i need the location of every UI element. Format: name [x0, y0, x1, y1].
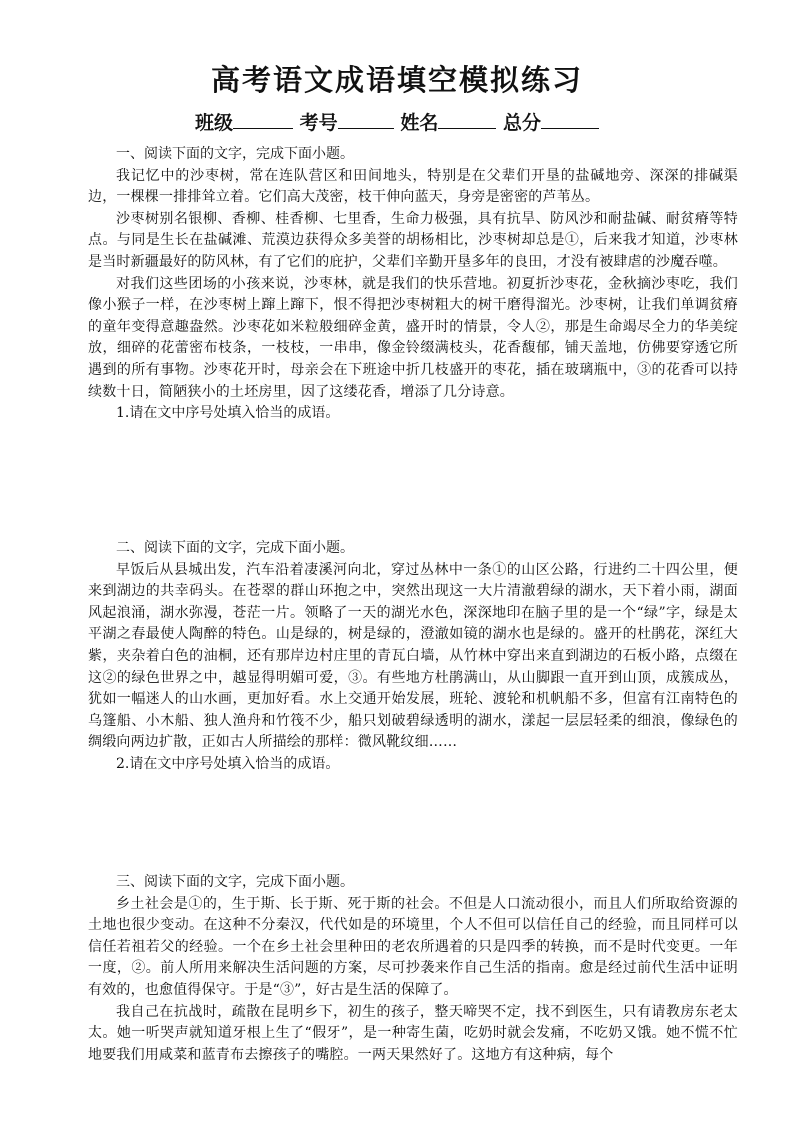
- score-blank: [541, 108, 599, 129]
- paragraph: 早饭后从县城出发，汽车沿着凄溪河向北，穿过丛林中一条①的山区公路，行进约二十四公里，便来到湖边的共幸码头。在苍翠的群山环抱之中，突然出现这一大片清澈碧绿的湖水，天下着小雨，湖面风起浪涌，湖水弥漫，苍茫一片。领略了一天的湖光水色，深深地印在脑子里的是一个“绿”字，绿是太平湖之春最使人陶醉的特色。山是绿的，树是绿的，澄澈如镜的湖水也是绿的。盛开的杜鹃花，深红大紫，夹杂着白色的油桐，还有那岸边村庄里的青瓦白墙，从竹林中穿出来直到湖边的石板小路，点缀在这②的绿色世界之中，越显得明媚可爱，③。有些地方杜鹃满山，从山脚跟一直开到山顶，成簇成丛，犹如一幅迷人的山水画，更加好看。水上交通开始发展，班轮、渡轮和机帆船不多，但富有江南特色的乌篷船、小木船、独人渔舟和竹筏不少，船只划破碧绿透明的湖水，漾起一层层轻柔的细浪，像绿色的绸缎向两边扩散，正如古人所描绘的那样：微风靴纹细……: [88, 561, 738, 751]
- question: 1.请在文中序号处填入恰当的成语。: [116, 405, 340, 422]
- score-label: 总分: [502, 112, 541, 134]
- section-2: [88, 538, 738, 776]
- paragraph: 我记忆中的沙枣树，常在连队营区和田间地头，特别是在父辈们开垦的盐碱地旁、深深的排碱渠边，一棵棵一排排耸立着。它们高大茂密，枝干伸向蓝天，身旁是密密的芦苇丛。: [88, 167, 738, 206]
- class-label: 班级: [195, 112, 234, 134]
- student-info-row: [0, 108, 794, 137]
- paragraph: 乡土社会是①的，生于斯、长于斯、死于斯的社会。不但是人口流动很小，而且人们所取给资源的土地也很少变动。在这种不分秦汉，代代如是的环境里，个人不但可以信任自己的经验，而且同样可以信任若祖若父的经验。一个在乡土社会里种田的老农所遇着的只是四季的转换，而不是时代变更。一年一度，②。前人所用来解决生活问题的方案，尽可抄袭来作自己生活的指南。愈是经过前代生活中证明有效的，也愈值得保守。于是“③”，好古是生活的保障了。: [88, 895, 738, 998]
- class-blank: [233, 108, 293, 129]
- page-title: 高考语文成语填空模拟练习: [210, 63, 583, 97]
- name-label: 姓名: [400, 112, 439, 134]
- question: 2.请在文中序号处填入恰当的成语。: [116, 755, 340, 772]
- section-3: [88, 872, 738, 1066]
- section-heading: 一、阅读下面的文字，完成下面小题。: [116, 146, 354, 162]
- number-label: 考号: [299, 112, 338, 134]
- section-1: [88, 144, 738, 425]
- name-blank: [438, 108, 496, 129]
- paragraph: 我自己在抗战时，疏散在昆明乡下，初生的孩子，整天啼哭不定，找不到医生，只有请教房东老太太。她一听哭声就知道牙根上生了“假牙”，是一种寄生菌，吃奶时就会发痛，不吃奶又饿。她不慌不忙地要我们用咸菜和蓝青布去擦孩子的嘴腔。一两天果然好了。这地方有这种病，每个: [88, 1003, 738, 1063]
- number-blank: [338, 108, 394, 129]
- section-heading: 二、阅读下面的文字，完成下面小题。: [116, 540, 354, 556]
- section-heading: 三、阅读下面的文字，完成下面小题。: [116, 874, 354, 890]
- paragraph: 对我们这些团场的小孩来说，沙枣林，就是我们的快乐营地。初夏折沙枣花，金秋摘沙枣吃，我们像小猴子一样，在沙枣树上蹿上蹿下，恨不得把沙枣树粗大的树干磨得溜光。沙枣树，让我们单调贫瘠的童年变得意趣盎然。沙枣花如米粒般细碎金黄，盛开时的情景，令人②，那是生命竭尽全力的华美绽放，细碎的花蕾密布枝条，一枝枝，一串串，像金铃缀满枝头，花香馥郁，铺天盖地，仿佛要穿透它所遇到的所有事物。沙枣花开时，母亲会在下班途中折几枝盛开的枣花，插在玻璃瓶中，③的花香可以持续数十日，简陋狭小的土坯房里，因了这缕花香，增添了几分诗意。: [88, 275, 738, 400]
- paragraph: 沙枣树别名银柳、香柳、桂香柳、七里香，生命力极强，具有抗旱、防风沙和耐盐碱、耐贫瘠等特点。与同是生长在盐碱滩、荒漠边获得众多美誉的胡杨相比，沙枣树却总是①，后来我才知道，沙枣林是当时新疆最好的防风林，有了它们的庇护，父辈们辛勤开垦多年的良田，才没有被肆虐的沙魔吞噬。: [88, 210, 738, 270]
